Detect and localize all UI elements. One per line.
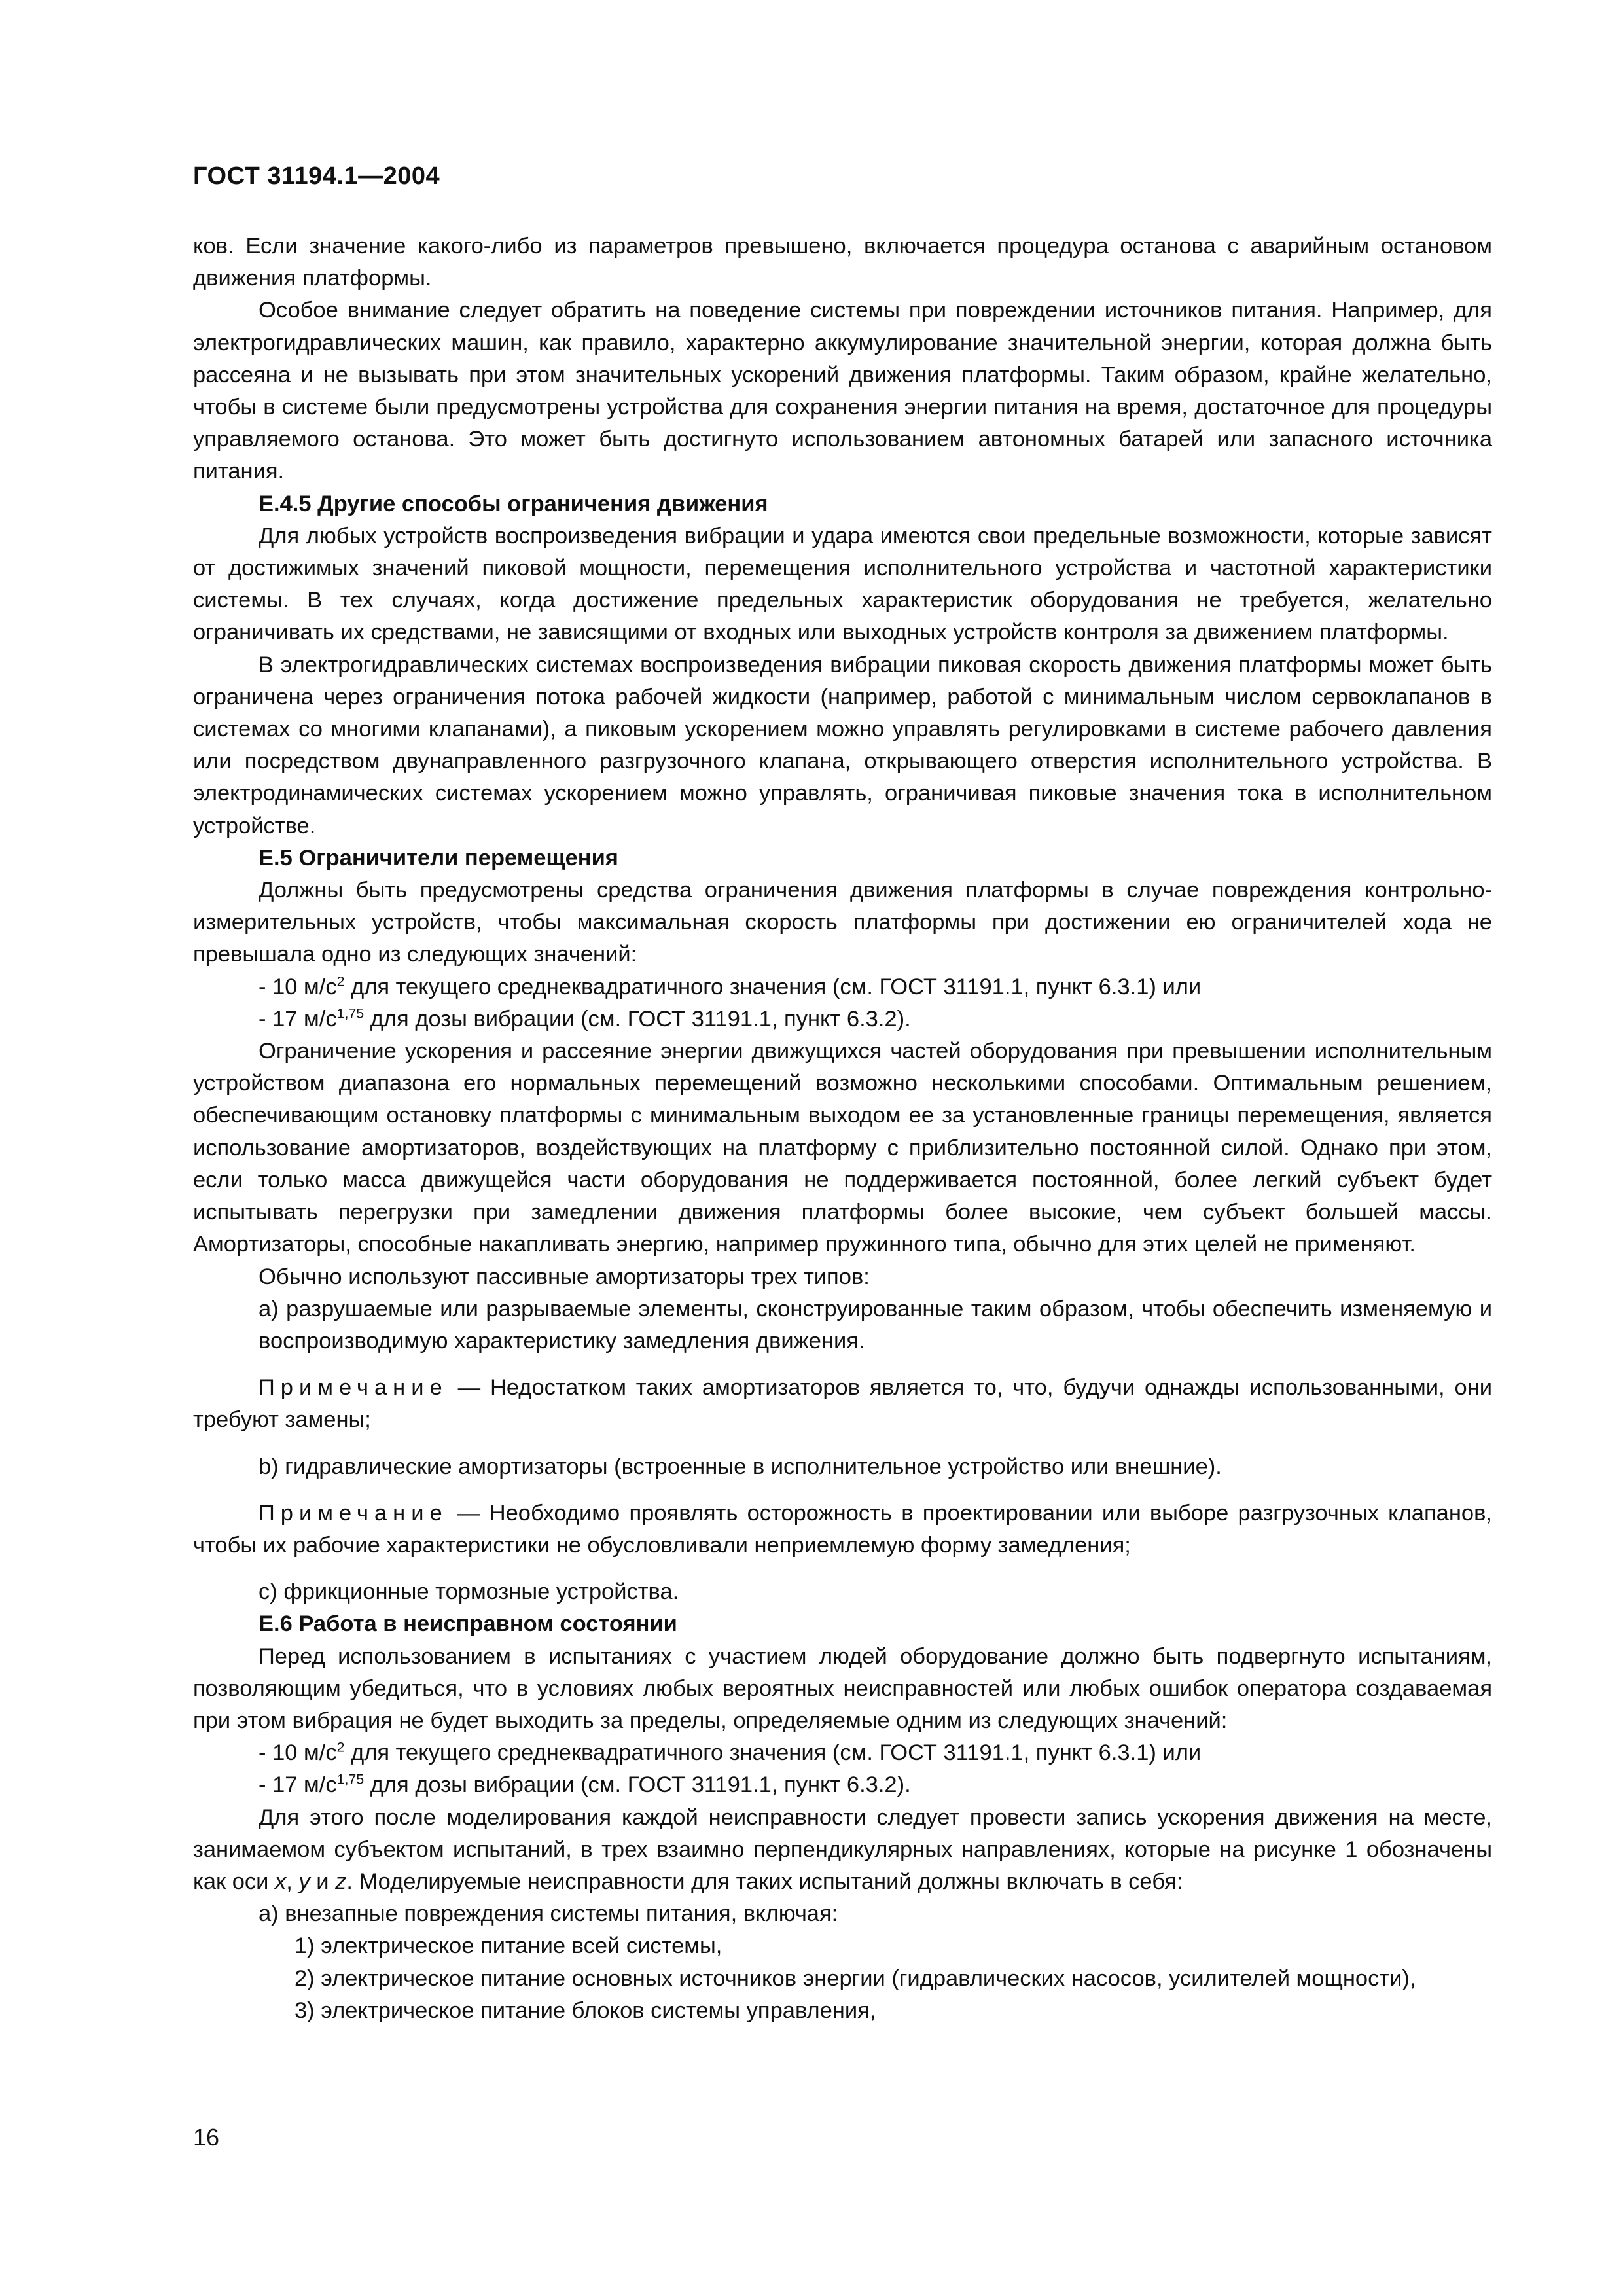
- dash-item: - 10 $м/с^2$ для текущего среднеквадратичного значения (см. ГОСТ 31191.1, пункт 6.3.1) или: [259, 1739, 1202, 1766]
- page-number: 16: [193, 2124, 220, 2151]
- paragraph: Обычно используют пассивные амортизаторы трех типов:: [259, 1264, 870, 1289]
- paragraph: Перед использованием в испытаниях с участием людей оборудование должно быть подвергнуто испытаниям, позволяющим убедиться, что в условиях любых вероятных неисправностей или любых ошибок оператора создаваемая при этом вибрация не будет выходить за пределы, определяемые одним из следующих значений:: [193, 1643, 1492, 1733]
- note-label: Примечание: [259, 1375, 448, 1401]
- section-heading-e45: Е.4.5 Другие способы ограничения движения: [259, 491, 768, 516]
- note: Примечание — Недостатком таких амортизаторов является то, что, будучи однажды использованными, они требуют замены;: [193, 1375, 1492, 1433]
- page-body: [193, 230, 1492, 2027]
- document-header: ГОСТ 31194.1—2004: [193, 162, 440, 190]
- sub-item: 3) электрическое питание блоков системы управления,: [294, 1998, 876, 2023]
- list-item-c: с) фрикционные тормозные устройства.: [259, 1579, 679, 1605]
- paragraph: В электрогидравлических системах воспроизведения вибрации пиковая скорость движения платформы может быть ограничена через ограничения потока рабочей жидкости (например, работой с минимальным числом сервоклапанов в системах со многими клапанами), а пиковым ускорением можно управлять регулировками в системе рабочего давления или посредством двунаправленного разгрузочного клапана, открывающего отверстия исполнительного устройства. В электродинамических системах ускорением можно управлять, ограничивая пиковые значения тока в исполнительном устройстве.: [193, 652, 1492, 838]
- paragraph: ков. Если значение какого-либо из параметров превышено, включается процедура останова с аварийным остановом движения платформы.: [193, 234, 1492, 291]
- dash-item: - 17 $м/с^{1,75}$ для дозы вибрации (см. ГОСТ 31191.1, пункт 6.3.2).: [259, 1005, 911, 1031]
- section-heading-e6: Е.6 Работа в неисправном состоянии: [259, 1611, 677, 1637]
- sub-item: 1) электрическое питание всей системы,: [294, 1933, 722, 1959]
- section-heading-e5: Е.5 Ограничители перемещения: [259, 845, 618, 870]
- paragraph: Для этого после моделирования каждой неисправности следует провести запись ускорения движения на месте, занимаемом субъектом испытаний, в трех взаимно перпендикулярных направлениях, которые на рисунке 1 обозначены как оси x, y и z. Моделируемые неисправности для таких испытаний должны включать в себя:: [193, 1804, 1492, 1894]
- note: Примечание — Необходимо проявлять осторожность в проектировании или выборе разгрузочных клапанов, чтобы их рабочие характеристики не обусловливали неприемлемую форму замедления;: [193, 1500, 1492, 1558]
- sub-item: 2) электрическое питание основных источников энергии (гидравлических насосов, усилителей мощности),: [294, 1965, 1416, 1991]
- paragraph: Ограничение ускорения и рассеяние энергии движущихся частей оборудования при превышении исполнительным устройством диапазона его нормальных перемещений возможно несколькими способами. Оптимальным решением, обеспечивающим остановку платформы с минимальным выходом ее за установленные границы перемещения, является использование амортизаторов, воздействующих на платформу с приблизительно постоянной силой. Однако при этом, если только масса движущейся части оборудования не поддерживается постоянной, более легкий субъект будет испытывать перегрузки при замедлении движения платформы более высокие, чем субъект большей массы. Амортизаторы, способные накапливать энергию, например пружинного типа, обычно для этих целей не применяют.: [193, 1039, 1492, 1257]
- paragraph: Особое внимание следует обратить на поведение системы при повреждении источников питания. Например, для электрогидравлических машин, как правило, характерно аккумулирование значительной энергии, которая должна быть рассеяна и не вызывать при этом значительных ускорений движения платформы. Таким образом, крайне желательно, чтобы в системе были предусмотрены устройства для сохранения энергии питания на время, достаточное для процедуры управляемого останова. Это может быть достигнуто использованием автономных батарей или запасного источника питания.: [193, 298, 1492, 484]
- list-item-b: b) гидравлические амортизаторы (встроенные в исполнительное устройство или внешние).: [259, 1454, 1222, 1479]
- paragraph: Должны быть предусмотрены средства ограничения движения платформы в случае повреждения контрольно-измерительных устройств, чтобы максимальная скорость платформы при достижении ею ограничителей хода не превышала одно из следующих значений:: [193, 878, 1492, 967]
- paragraph: Для любых устройств воспроизведения вибрации и удара имеются свои предельные возможности, которые зависят от достижимых значений пиковой мощности, перемещения исполнительного устройства и частотной характеристики системы. В тех случаях, когда достижение предельных характеристик оборудования не требуется, желательно ограничивать их средствами, не зависящими от входных или выходных устройств контроля за движением платформы.: [193, 523, 1492, 645]
- list-item-a2: а) внезапные повреждения системы питания, включая:: [259, 1901, 838, 1927]
- list-item-a: а) разрушаемые или разрываемые элементы, сконструированные таким образом, чтобы обеспечить изменяемую и воспроизводимую характеристику замедления движения.: [259, 1296, 1492, 1354]
- dash-item: - 10 $м/с^2$ для текущего среднеквадратичного значения (см. ГОСТ 31191.1, пункт 6.3.1) или: [259, 973, 1202, 999]
- note-label: Примечание: [259, 1500, 448, 1526]
- dash-item: - 17 $м/с^{1,75}$ для дозы вибрации (см. ГОСТ 31191.1, пункт 6.3.2).: [259, 1771, 911, 1798]
